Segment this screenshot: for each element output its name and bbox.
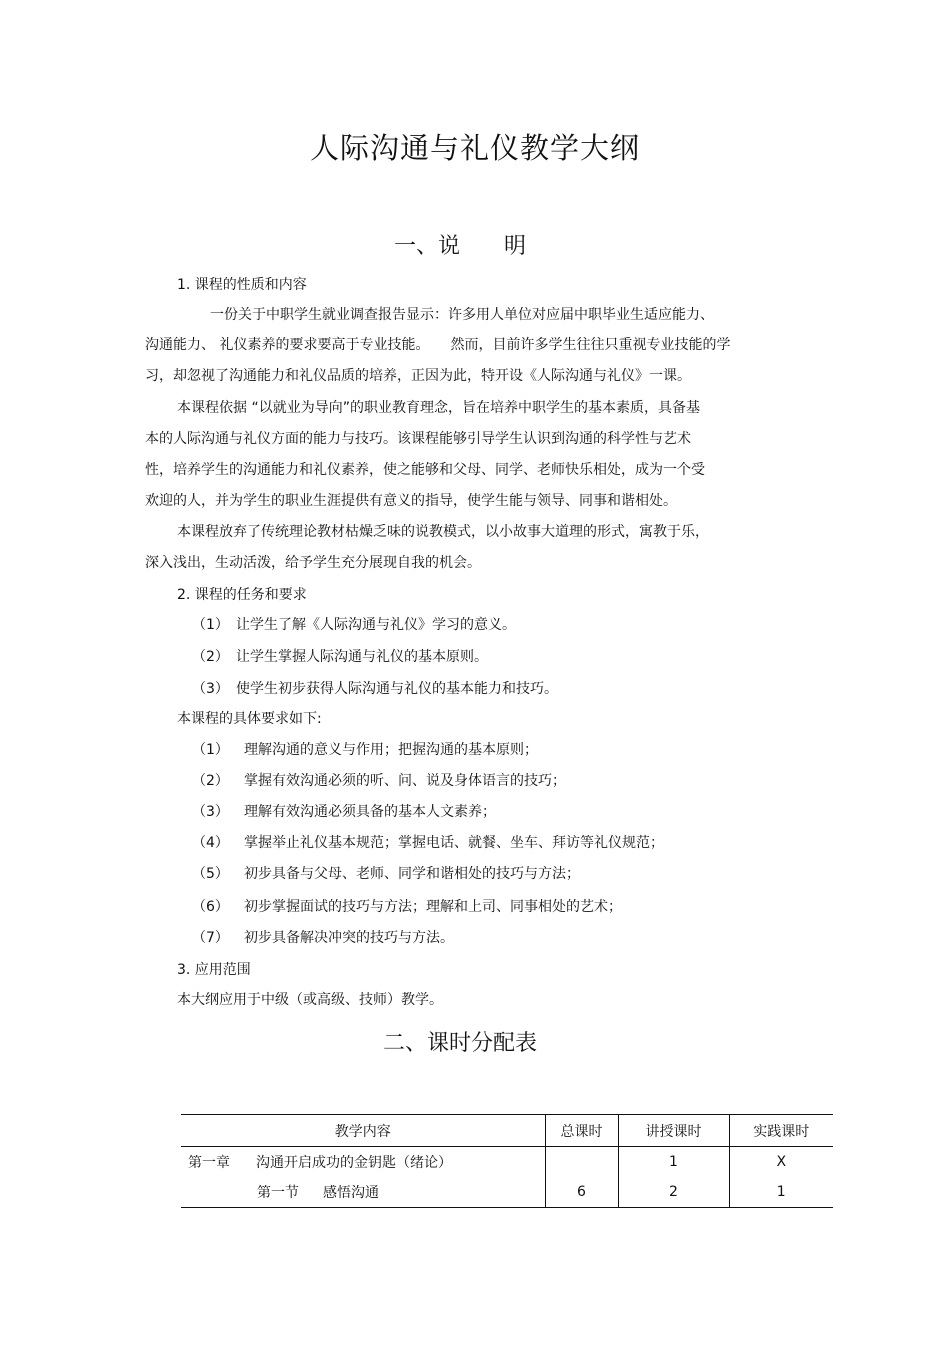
paragraph-line: 本的人际沟通与礼仪方面的能力与技巧。该课程能够引导学生认识到沟通的科学性与艺术: [145, 431, 691, 447]
practice-hours-cell: X: [729, 1147, 833, 1178]
content-cell: [181, 1147, 545, 1178]
requirement-number: （7）: [192, 930, 229, 946]
lecture-hours-cell: 1: [618, 1147, 729, 1178]
requirement-text: 掌握举止礼仪基本规范；掌握电话、就餐、坐车、拜访等礼仪规范；: [244, 835, 664, 851]
practice-hours-cell: 1: [729, 1177, 833, 1208]
hours-allocation-table: [181, 1114, 833, 1208]
section-title: 感悟沟通: [323, 1185, 379, 1201]
page-title: 人际沟通与礼仪教学大纲: [309, 131, 640, 165]
task-item: [192, 616, 516, 634]
paragraph-line: 本课程放弃了传统理论教材枯燥乏味的说教模式，以小故事大道理的形式，寓教于乐，: [177, 524, 709, 540]
task-number: （2）: [192, 649, 229, 665]
task-item: [192, 648, 488, 666]
section-label: 第一节: [257, 1185, 299, 1201]
requirement-item: [192, 803, 496, 821]
requirements-intro: 本课程的具体要求如下:: [177, 711, 322, 727]
total-hours-cell: 6: [545, 1177, 618, 1208]
paragraph-line: 性，培养学生的沟通能力和礼仪素养，使之能够和父母、同学、老师快乐相处，成为一个受: [145, 462, 705, 478]
requirement-text: 理解沟通的意义与作用；把握沟通的基本原则；: [244, 742, 538, 758]
requirement-number: （5）: [192, 866, 229, 882]
section-2-heading: 二、课时分配表: [382, 1031, 537, 1056]
requirement-number: （4）: [192, 835, 229, 851]
requirement-text: 初步具备与父母、老师、同学和谐相处的技巧与方法；: [244, 866, 580, 882]
chapter-title: 沟通开启成功的金钥匙（绪论）: [256, 1155, 452, 1171]
requirement-text: 初步掌握面试的技巧与方法；理解和上司、同事相处的艺术；: [244, 899, 622, 915]
task-item: [192, 680, 558, 698]
table-row: [181, 1177, 833, 1208]
lecture-hours-cell: 2: [618, 1177, 729, 1208]
header-total-hours: 总课时: [545, 1115, 618, 1147]
subheading-tasks: 2. 课程的任务和要求: [177, 587, 307, 603]
chapter-label: 第一章: [188, 1155, 230, 1171]
header-practice-hours: 实践课时: [729, 1115, 833, 1147]
header-lecture-hours: 讲授课时: [618, 1115, 729, 1147]
requirement-text: 初步具备解决冲突的技巧与方法。: [244, 930, 454, 946]
requirement-item: [192, 929, 454, 947]
requirement-number: （3）: [192, 804, 229, 820]
requirement-number: （2）: [192, 773, 229, 789]
requirement-item: [192, 741, 538, 759]
task-number: （3）: [192, 681, 229, 697]
table-header-row: [181, 1115, 833, 1147]
header-content: 教学内容: [181, 1115, 545, 1147]
paragraph-line: 沟通能力、 礼仪素养的要求要高于专业技能。 然而，目前许多学生往往只重视专业技能的学: [145, 337, 731, 353]
paragraph-line: 一份关于中职学生就业调查报告显示：许多用人单位对应届中职毕业生适应能力、: [210, 307, 714, 323]
paragraph-line: 习，却忽视了沟通能力和礼仪品质的培养，正因为此，特开设《人际沟通与礼仪》一课。: [145, 368, 691, 384]
task-number: （1）: [192, 617, 229, 633]
scope-text: 本大纲应用于中级（或高级、技师）教学。: [177, 992, 443, 1008]
requirement-item: [192, 834, 664, 852]
total-hours-cell: [545, 1147, 618, 1178]
table-row: [181, 1147, 833, 1178]
requirement-number: （1）: [192, 742, 229, 758]
paragraph-line: 深入浅出，生动活泼，给予学生充分展现自我的机会。: [145, 555, 481, 571]
section-1-heading: 一、说 明: [393, 234, 526, 259]
requirement-item: [192, 772, 566, 790]
task-text: 让学生了解《人际沟通与礼仪》学习的意义。: [236, 617, 516, 633]
task-text: 让学生掌握人际沟通与礼仪的基本原则。: [236, 649, 488, 665]
requirement-text: 理解有效沟通必须具备的基本人文素养；: [244, 804, 496, 820]
requirement-text: 掌握有效沟通必须的听、问、说及身体语言的技巧；: [244, 773, 566, 789]
requirement-item: [192, 865, 580, 883]
task-text: 使学生初步获得人际沟通与礼仪的基本能力和技巧。: [236, 681, 558, 697]
requirement-number: （6）: [192, 899, 229, 915]
requirement-item: [192, 898, 622, 916]
subheading-nature: 1. 课程的性质和内容: [177, 277, 307, 293]
subheading-scope: 3. 应用范围: [177, 962, 251, 978]
paragraph-line: 本课程依据 “以就业为导向”的职业教育理念，旨在培养中职学生的基本素质，具备基: [177, 400, 700, 416]
content-cell: [181, 1177, 545, 1208]
paragraph-line: 欢迎的人，并为学生的职业生涯提供有意义的指导，使学生能与领导、同事和谐相处。: [145, 493, 677, 509]
